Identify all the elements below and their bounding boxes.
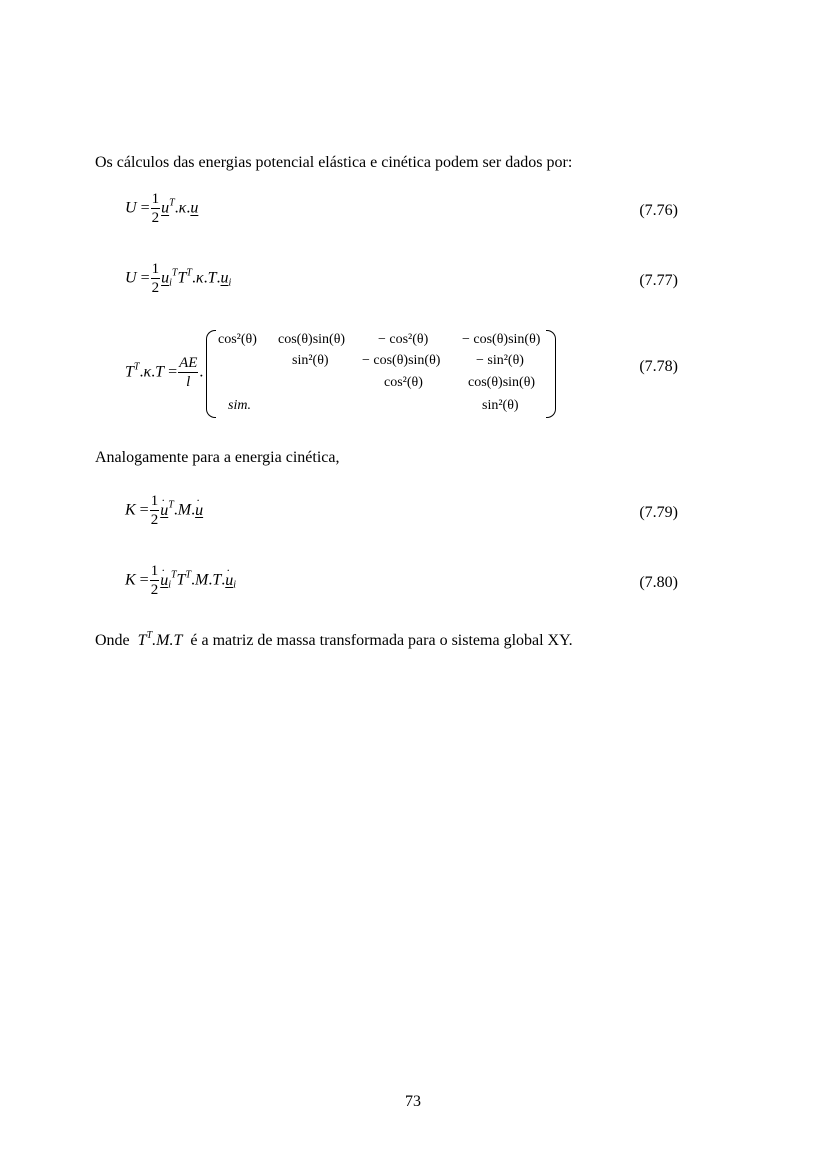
kinetic-paragraph: Analogamente para a energia cinética, bbox=[95, 449, 340, 466]
matrix-cell: − cos²(θ) bbox=[378, 332, 429, 347]
equation-7-78-lhs: $T^T.\kappa.T$ = $\frac{AE}{l}$ . bbox=[125, 355, 204, 390]
matrix-cell: cos(θ)sin(θ) bbox=[278, 332, 346, 347]
equation-7-79: K = $\frac{1}{2}$ u ·$^T$.M.u · bbox=[125, 494, 203, 528]
stiffness-matrix bbox=[206, 330, 556, 418]
matrix-cell: cos²(θ) bbox=[384, 375, 423, 390]
matrix-cell: cos(θ)sin(θ) bbox=[468, 375, 536, 390]
equation-number: (7.77) bbox=[639, 272, 678, 289]
onde-prefix: Onde bbox=[95, 632, 130, 649]
transformed-mass-expr: $T^T.M.T$ bbox=[133, 630, 187, 649]
equation-7-77: U = $\frac{1}{2}$ $u_i^TT^T.\kappa.T.u_i$ bbox=[125, 261, 232, 296]
equation-7-76: U = $\frac{1}{2}$ $u^T.\kappa.u$ bbox=[125, 191, 199, 226]
equation-number: (7.78) bbox=[639, 358, 678, 375]
matrix-cell: − cos(θ)sin(θ) bbox=[462, 332, 541, 347]
equation-number: (7.76) bbox=[639, 202, 678, 219]
matrix-cell: sin²(θ) bbox=[482, 398, 519, 413]
equation-number: (7.80) bbox=[639, 574, 678, 591]
matrix-cell: − sin²(θ) bbox=[476, 353, 524, 368]
intro-paragraph: Os cálculos das energias potencial elástica e cinética podem ser dados por: bbox=[95, 154, 573, 171]
onde-suffix: é a matriz de massa transformada para o sistema global XY. bbox=[190, 632, 573, 649]
matrix-cell: cos²(θ) bbox=[218, 332, 257, 347]
equation-7-80: K = $\frac{1}{2}$ $u \cdot_i^TT^T.M.T.u \cdot_i$ bbox=[125, 564, 236, 598]
matrix-cell: sim. bbox=[228, 398, 251, 413]
equation-number: (7.79) bbox=[639, 504, 678, 521]
matrix-cell: sin²(θ) bbox=[292, 353, 329, 368]
page-number: 73 bbox=[405, 1093, 421, 1110]
matrix-cell: − cos(θ)sin(θ) bbox=[362, 353, 441, 368]
matrix-right-bracket bbox=[546, 330, 556, 418]
matrix-left-bracket bbox=[206, 330, 216, 418]
onde-paragraph bbox=[95, 626, 573, 651]
